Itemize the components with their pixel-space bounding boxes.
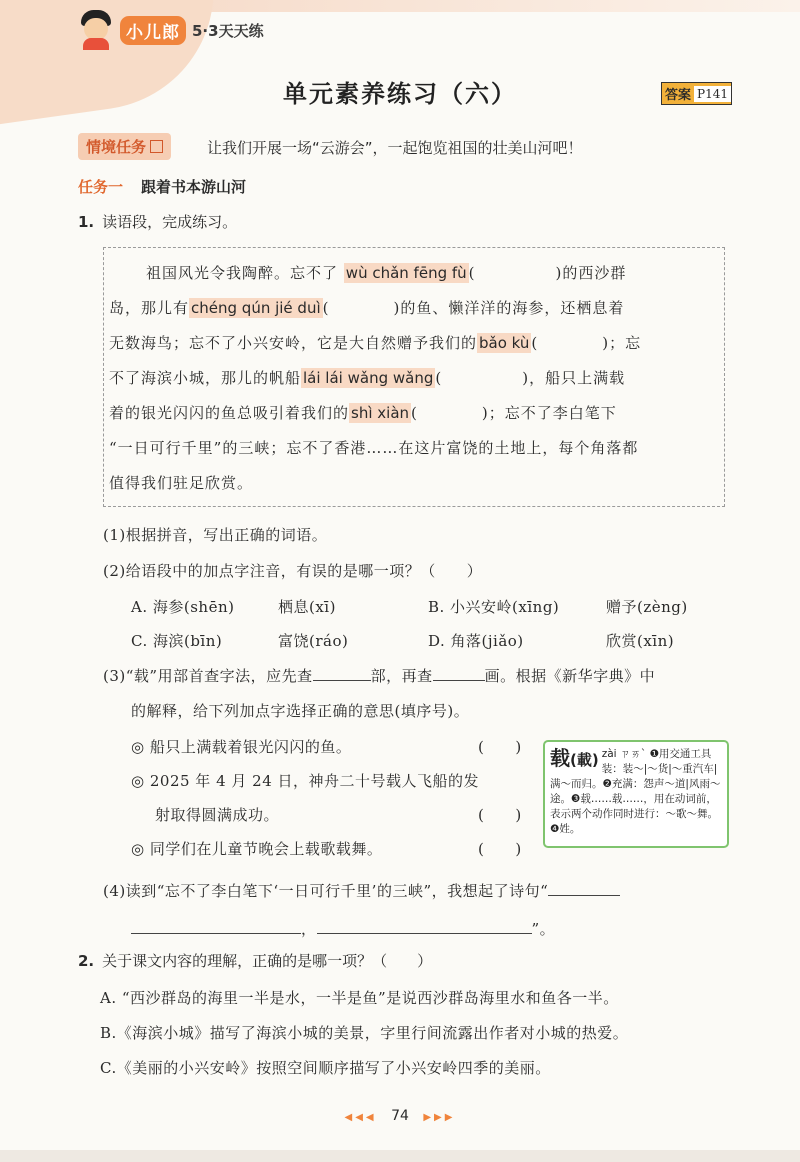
question-text: 读语段，完成练习。: [102, 213, 238, 231]
sub-question-3-cont: 的解释，给下列加点字选择正确的意思(填序号)。: [131, 702, 470, 720]
brand-name: 小儿郎: [120, 16, 186, 45]
brand-series: 5·3天天练: [192, 21, 264, 40]
sub-question-1: (1)根据拼音，写出正确的词语。: [103, 526, 328, 544]
context-intro: 让我们开展一场“云游会”，一起饱览祖国的壮美山河吧！: [207, 139, 583, 157]
passage-line: “一日可行千里”的三峡；忘不了香港……在这片富饶的土地上，每个角落都: [109, 439, 639, 457]
pinyin-highlight: shì xiàn: [351, 404, 410, 422]
passage-line: 岛，那儿有 chéng qún jié duì ( )的鱼、懒洋洋的海参，还栖息着: [109, 299, 625, 317]
sub-question-3: (3)“载”用部首查字法，应先查 部，再查 画。根据《新华字典》中: [103, 667, 656, 685]
dictionary-character: 载(載): [550, 746, 599, 770]
question-2-stem: [78, 950, 432, 971]
answer-blank[interactable]: [317, 919, 532, 934]
question-2-option-a[interactable]: A. “西沙群岛的海里一半是水，一半是鱼”是说西沙群岛海里水和鱼各一半。: [100, 989, 619, 1007]
answer-label: 答案: [665, 88, 692, 103]
passage-line: 着的银光闪闪的鱼总吸引着我们的 shì xiàn ( )；忘不了李白笔下: [109, 404, 617, 422]
meaning-item-2-cont: 射取得圆满成功。: [155, 806, 280, 824]
option-d1[interactable]: D. 角落(jiǎo): [428, 632, 524, 650]
option-b1[interactable]: B. 小兴安岭(xīng): [428, 598, 560, 616]
bottom-strip: [0, 1150, 800, 1162]
answer-blank[interactable]: ( ): [531, 334, 610, 352]
option-a1[interactable]: A. 海参(shēn): [131, 598, 235, 616]
answer-blank[interactable]: ( ): [435, 369, 530, 387]
pinyin-highlight: bǎo kù: [479, 334, 530, 352]
question-1-stem: [78, 211, 237, 232]
answer-paren[interactable]: ( ): [478, 806, 522, 824]
mascot-icon: [78, 10, 114, 50]
meaning-item-3: ◎ 同学们在儿童节晚会上载歌载舞。: [131, 840, 383, 858]
option-c2: 富饶(ráo): [278, 632, 349, 650]
option-b2: 赠予(zèng): [606, 598, 688, 616]
pinyin-highlight: wù chǎn fēng fù: [345, 264, 467, 282]
left-arrows-icon: ◀◀◀: [344, 1112, 377, 1123]
passage-line: 无数海鸟；忘不了小兴安岭，它是大自然赠予我们的 bǎo kù ( )；忘: [109, 334, 642, 352]
page-footer: [0, 1108, 800, 1124]
meaning-item-1: ◎ 船只上满载着银光闪闪的鱼。: [131, 738, 352, 756]
context-task-label: 情境任务: [86, 138, 147, 156]
passage-line: 祖国风光令我陶醉。忘不了 wù chǎn fēng fù ( )的西沙群: [146, 264, 627, 282]
answer-blank[interactable]: [433, 666, 485, 681]
answer-blank[interactable]: [313, 666, 371, 681]
question-2-option-b[interactable]: B.《海滨小城》描写了海滨小城的美景，字里行间流露出作者对小城的热爱。: [100, 1024, 629, 1042]
passage-line: 值得我们驻足欣赏。: [109, 474, 254, 492]
answer-paren[interactable]: ( ): [478, 840, 522, 858]
task-key: 任务一: [78, 178, 124, 196]
answer-paren[interactable]: ( ): [478, 738, 522, 756]
question-number: 2.: [78, 952, 95, 970]
context-task-tag: [78, 133, 171, 160]
passage-line: 不了海滨小城，那儿的帆船 lái lái wǎng wǎng ( )，船只上满载: [109, 369, 626, 387]
reading-passage: [103, 247, 725, 507]
sub-question-4: (4)读到“忘不了李白笔下‘一日可行千里’的三峡”，我想起了诗句“: [103, 880, 620, 901]
answer-blank[interactable]: [131, 919, 301, 934]
pinyin-highlight: chéng qún jié duì: [191, 299, 321, 317]
option-a2: 栖息(xī): [278, 598, 336, 616]
checkbox-icon: [150, 140, 163, 153]
task-heading: [78, 176, 246, 197]
page-title: 单元素养练习（六）: [283, 80, 517, 108]
question-2-option-c[interactable]: C.《美丽的小兴安岭》按照空间顺序描写了小兴安岭四季的美丽。: [100, 1059, 551, 1077]
sub-question-4-line2: ， ”。: [131, 918, 555, 939]
right-arrows-icon: ▶▶▶: [423, 1112, 456, 1123]
page-number: 74: [391, 1108, 409, 1124]
answer-blank[interactable]: ( ): [468, 264, 563, 282]
option-d2: 欣赏(xīn): [606, 632, 675, 650]
question-text: 关于课文内容的理解，正确的是哪一项？（ ）: [102, 952, 433, 970]
pinyin-highlight: lái lái wǎng wǎng: [303, 369, 434, 387]
option-c1[interactable]: C. 海滨(bīn): [131, 632, 223, 650]
answer-blank[interactable]: ( ): [322, 299, 401, 317]
brand-logo: [78, 10, 264, 50]
answer-reference: [661, 82, 732, 105]
answer-blank[interactable]: [548, 881, 620, 896]
dictionary-card: [543, 740, 729, 848]
task-title: 跟着书本游山河: [141, 178, 247, 196]
question-number: 1.: [78, 213, 95, 231]
answer-blank[interactable]: ( ): [411, 404, 489, 422]
sub-question-2: (2)给语段中的加点字注音，有误的是哪一项？（ ）: [103, 562, 483, 580]
dictionary-definition: zài ㄗㄞˋ ❶用交通工具装：装～|～货|～重汽车|满～而归。❷充满：怨声～道|风雨～途。❸载……载……，用在动词前，表示两个动作同时进行：～歌～舞。❹姓。: [550, 748, 721, 835]
answer-page: P141: [694, 86, 731, 102]
meaning-item-2: ◎ 2025 年 4 月 24 日，神舟二十号载人飞船的发: [131, 772, 480, 790]
